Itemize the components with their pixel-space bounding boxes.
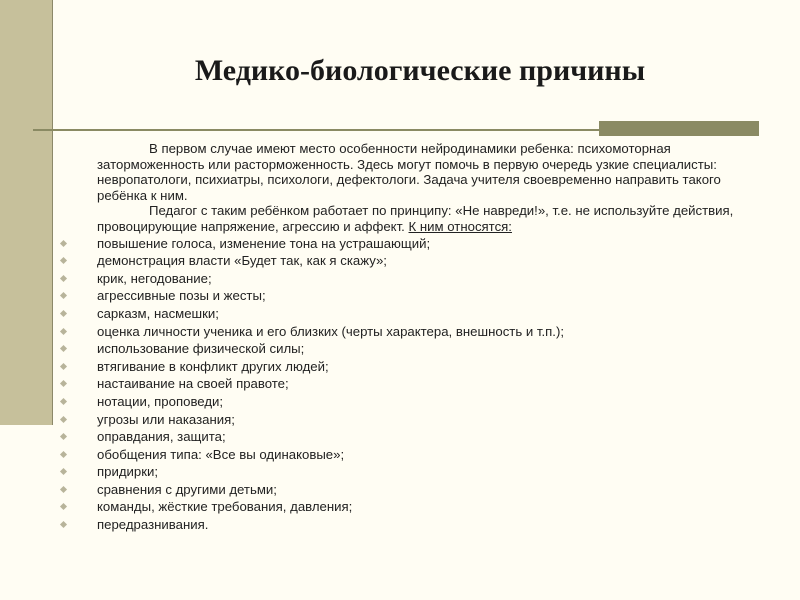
bullet-text: агрессивные позы и жесты;: [97, 288, 266, 304]
title-divider-line: [33, 129, 599, 131]
bullet-text: использование физической силы;: [97, 341, 305, 357]
paragraph-2-text: Педагог с таким ребёнком работает по принципу: «Не навреди!», т.е. не используйте действия, провоцирующие напряжение, агрессию и аффект.: [97, 203, 734, 234]
diamond-bullet-icon: [60, 521, 67, 528]
bullet-text: передразнивания.: [97, 517, 209, 533]
diamond-bullet-icon: [60, 503, 67, 510]
bullet-item: [73, 516, 763, 534]
bullet-item: [73, 375, 763, 393]
diamond-bullet-icon: [60, 468, 67, 475]
slide-body: [73, 141, 763, 534]
bullet-text: настаивание на своей правоте;: [97, 376, 289, 392]
bullet-text: угрозы или наказания;: [97, 411, 235, 427]
bullet-item: [73, 340, 763, 358]
bullet-item: [73, 323, 763, 341]
bullet-item: [73, 287, 763, 305]
bullet-text: втягивание в конфликт других людей;: [97, 358, 329, 374]
bullet-text: сарказм, насмешки;: [97, 305, 219, 321]
bullet-text: крик, негодование;: [97, 270, 212, 286]
bullet-text: повышение голоса, изменение тона на устрашающий;: [97, 235, 431, 251]
paragraph-2-underlined: К ним относятся:: [408, 218, 512, 234]
diamond-bullet-icon: [60, 415, 67, 422]
paragraph-1-text: В первом случае имеют место особенности нейродинамики ребенка: психомоторная заторможенность или расторможенность. Здесь могут помочь в первую очередь узкие специалисты: невропатологи, психиатры, психологи, дефектологи. Задача учителя своевременно направить такого ребёнка к ним.: [97, 141, 721, 203]
diamond-bullet-icon: [60, 310, 67, 317]
bullet-item: [73, 305, 763, 323]
paragraph-1: [73, 141, 763, 203]
diamond-bullet-icon: [60, 275, 67, 282]
bullet-item: [73, 428, 763, 446]
diamond-bullet-icon: [60, 345, 67, 352]
diamond-bullet-icon: [60, 486, 67, 493]
bullet-item: [73, 252, 763, 270]
bullet-text: демонстрация власти «Будет так, как я скажу»;: [97, 253, 387, 269]
bullet-item: [73, 481, 763, 499]
bullet-item: [73, 235, 763, 253]
slide-title: Медико-биологические причины: [194, 54, 646, 87]
bullet-item: [73, 411, 763, 429]
bullet-item: [73, 270, 763, 288]
bullet-item: [73, 358, 763, 376]
diamond-bullet-icon: [60, 363, 67, 370]
bullet-text: сравнения с другими детьми;: [97, 481, 277, 497]
bullet-item: [73, 393, 763, 411]
diamond-bullet-icon: [60, 380, 67, 387]
bullet-text: команды, жёсткие требования, давления;: [97, 499, 353, 515]
bullet-item: [73, 463, 763, 481]
diamond-bullet-icon: [60, 433, 67, 440]
bullet-text: оправдания, защита;: [97, 429, 226, 445]
bullet-text: оценка личности ученика и его близких (черты характера, внешность и т.п.);: [97, 323, 565, 339]
bullet-item: [73, 498, 763, 516]
paragraph-2: [73, 203, 763, 234]
bullet-item: [73, 446, 763, 464]
diamond-bullet-icon: [60, 292, 67, 299]
diamond-bullet-icon: [60, 451, 67, 458]
bullet-list: [73, 235, 763, 534]
title-divider-accent: [599, 121, 759, 136]
bullet-text: придирки;: [97, 464, 159, 480]
diamond-bullet-icon: [60, 398, 67, 405]
diamond-bullet-icon: [60, 327, 67, 334]
diamond-bullet-icon: [60, 240, 67, 247]
bullet-text: обобщения типа: «Все вы одинаковые»;: [97, 446, 345, 462]
bullet-text: нотации, проповеди;: [97, 393, 224, 409]
diamond-bullet-icon: [60, 257, 67, 264]
